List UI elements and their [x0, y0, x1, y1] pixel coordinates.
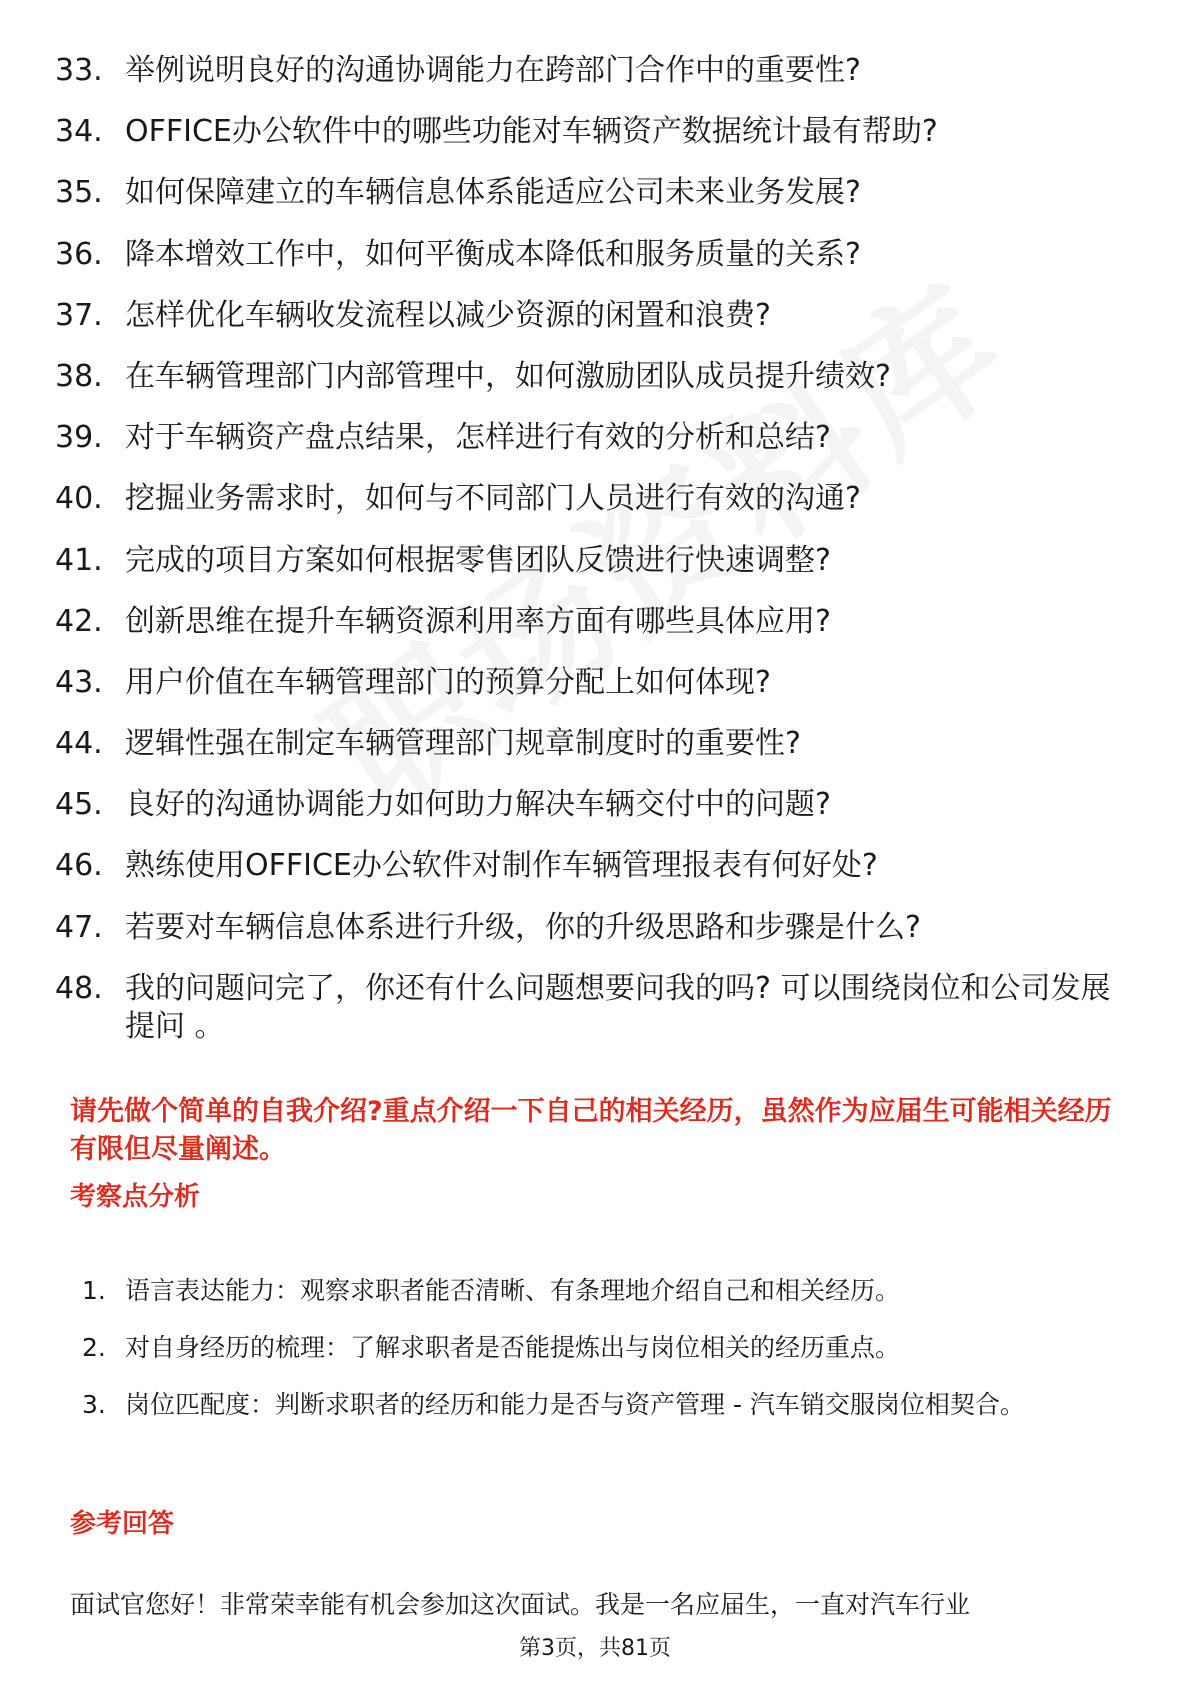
reference-answer: 面试官您好！非常荣幸能有机会参加这次面试。我是一名应届生，一直对汽车行业: [70, 1590, 971, 1619]
question-number: 41.: [55, 542, 103, 578]
question-item: [55, 174, 1135, 212]
question-number: 48.: [55, 970, 103, 1006]
analysis-text: 对自身经历的梳理：了解求职者是否能提炼出与岗位相关的经历重点。: [125, 1333, 901, 1362]
question-text: 怎样优化车辆收发流程以减少资源的闲置和浪费?: [125, 297, 771, 333]
analysis-text: 岗位匹配度：判断求职者的经历和能力是否与资产管理 - 汽车销交服岗位相契合。: [125, 1390, 1025, 1419]
reference-heading: 参考回答: [70, 1509, 175, 1539]
analysis-text: 语言表达能力：观察求职者能否清晰、有条理地介绍自己和相关经历。: [125, 1276, 901, 1305]
question-item: [55, 358, 1135, 396]
question-number: 36.: [55, 236, 103, 272]
question-item: [55, 52, 1135, 90]
question-item: [55, 480, 1135, 518]
analysis-number: 3.: [82, 1390, 106, 1419]
question-number: 43.: [55, 664, 103, 700]
question-number: 46.: [55, 848, 103, 884]
question-text: OFFICE办公软件中的哪些功能对车辆资产数据统计最有帮助?: [125, 114, 938, 150]
question-item: [55, 603, 1135, 641]
question-number: 34.: [55, 114, 103, 150]
question-item: [55, 725, 1135, 763]
question-number: 45.: [55, 787, 103, 823]
question-item: [55, 909, 1135, 947]
question-text: 举例说明良好的沟通协调能力在跨部门合作中的重要性?: [125, 53, 861, 88]
analysis-heading: 考察点分析: [70, 1182, 201, 1212]
question-number: 40.: [55, 481, 103, 517]
question-text: 用户价值在车辆管理部门的预算分配上如何体现?: [125, 664, 771, 700]
question-number: 33.: [55, 53, 103, 88]
question-number: 37.: [55, 297, 103, 333]
question-text: 如何保障建立的车辆信息体系能适应公司未来业务发展?: [125, 175, 861, 211]
question-text: 对于车辆资产盘点结果，怎样进行有效的分析和总结?: [125, 420, 831, 456]
question-text: 我的问题问完了，你还有什么问题想要问我的吗? 可以围绕岗位和公司发展提问 。: [125, 970, 1111, 1044]
question-item: [55, 113, 1135, 151]
question-item: [55, 786, 1135, 824]
question-item: [55, 970, 1135, 1046]
question-text: 降本增效工作中，如何平衡成本降低和服务质量的关系?: [125, 236, 861, 272]
analysis-number: 1.: [82, 1276, 106, 1305]
question-number: 39.: [55, 420, 103, 456]
question-number: 42.: [55, 603, 103, 639]
question-text: 逻辑性强在制定车辆管理部门规章制度时的重要性?: [125, 726, 801, 762]
question-number: 47.: [55, 909, 103, 945]
question-number: 44.: [55, 726, 103, 762]
question-text: 创新思维在提升车辆资源利用率方面有哪些具体应用?: [125, 603, 831, 639]
highlighted-question: 请先做个简单的自我介绍?重点介绍一下自己的相关经历，虽然作为应届生可能相关经历有限但尽量阐述。: [70, 1096, 1112, 1165]
question-item: [55, 847, 1135, 885]
question-number: 38.: [55, 358, 103, 394]
question-number: 35.: [55, 175, 103, 211]
question-item: [55, 419, 1135, 457]
analysis-list: [82, 1262, 1132, 1433]
question-text: 若要对车辆信息体系进行升级，你的升级思路和步骤是什么?: [125, 909, 921, 945]
question-item: [55, 542, 1135, 580]
question-text: 良好的沟通协调能力如何助力解决车辆交付中的问题?: [125, 787, 831, 823]
analysis-number: 2.: [82, 1333, 106, 1362]
question-text: 完成的项目方案如何根据零售团队反馈进行快速调整?: [125, 542, 831, 578]
analysis-item: [82, 1319, 1132, 1376]
page-footer: 第3页，共81页: [519, 1636, 671, 1661]
question-text: 在车辆管理部门内部管理中，如何激励团队成员提升绩效?: [125, 358, 891, 394]
question-item: [55, 664, 1135, 702]
question-item: [55, 297, 1135, 335]
question-text: 熟练使用OFFICE办公软件对制作车辆管理报表有何好处?: [125, 848, 878, 884]
analysis-item: [82, 1262, 1132, 1319]
question-text: 挖掘业务需求时，如何与不同部门人员进行有效的沟通?: [125, 481, 861, 517]
question-list: [55, 52, 1135, 1046]
question-item: [55, 236, 1135, 274]
analysis-item: [82, 1376, 1132, 1433]
